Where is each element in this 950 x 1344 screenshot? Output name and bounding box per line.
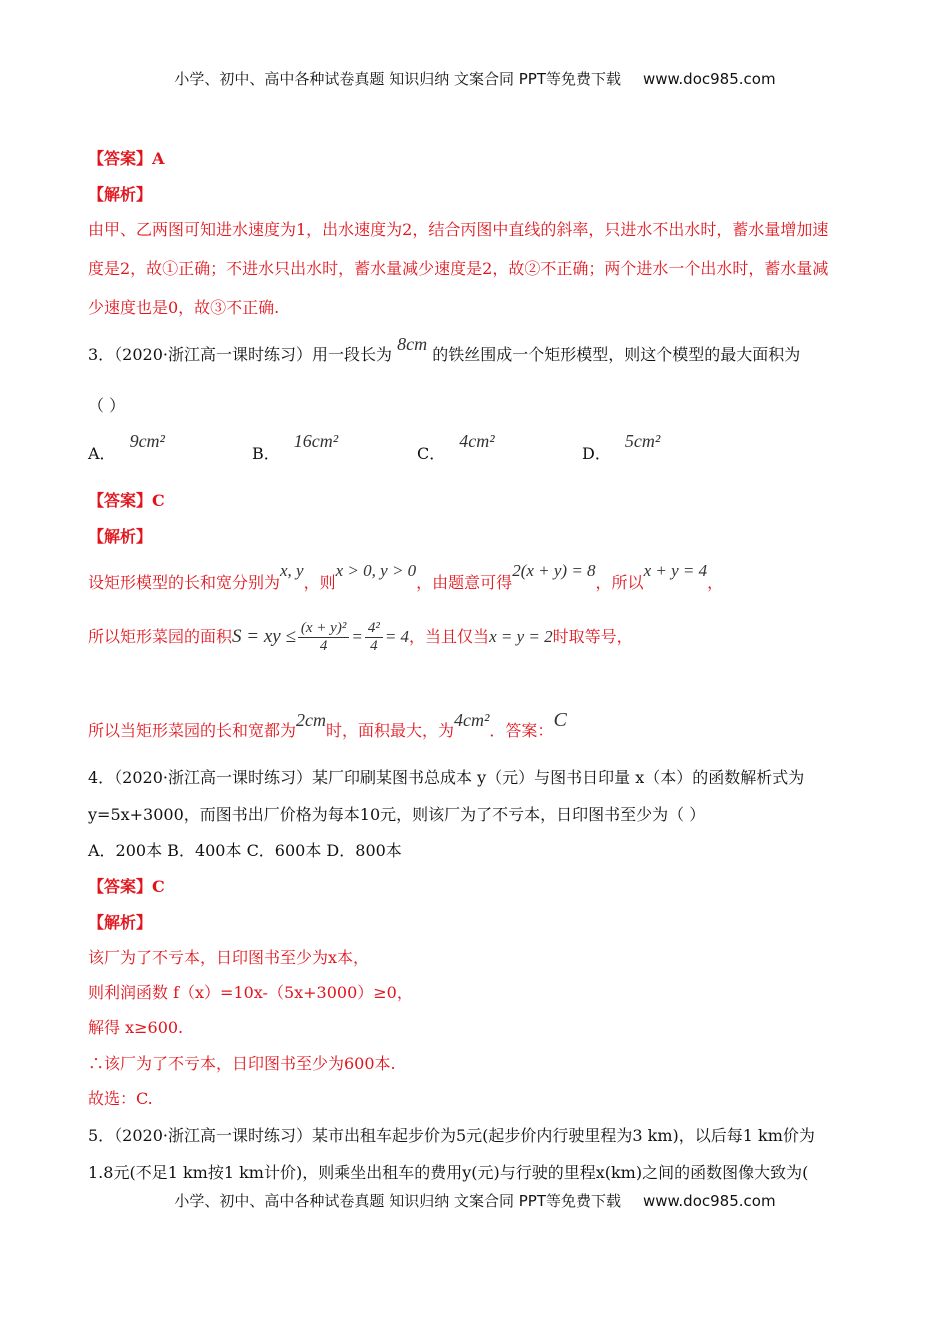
q3-s2-res: = 4: [384, 627, 410, 646]
q2-explanation-1: 由甲、乙两图可知进水速度为1，出水速度为2，结合丙图中直线的斜率，只进水不出水时，蓄水量增加速: [88, 220, 829, 239]
q3-s2-a: 所以矩形菜园的面积: [88, 627, 233, 646]
q4-stem-1: 4．（2020·浙江高一课时练习）某厂印刷某图书总成本 y（元）与图书日印量 x（本）的函数解析式为: [88, 768, 805, 787]
q4-analysis-label: 【解析】: [88, 913, 153, 932]
q3-s1-d: ，所以: [595, 573, 644, 592]
q3-fraction-1: [298, 620, 349, 655]
q3-solution-1: [88, 561, 724, 593]
q3-option-c-label: C．: [417, 444, 446, 463]
q4-options: A．200本 B．400本 C．600本 D．800本: [88, 841, 402, 860]
q3-option-c: [417, 431, 495, 464]
q3-analysis-label: 【解析】: [88, 527, 153, 546]
q3-s2-eq: =: [351, 627, 363, 646]
q4-explanation-1: 该厂为了不亏本，日印图书至少为x本，: [88, 948, 370, 967]
q3-s3-a: 所以当矩形菜园的长和宽都为: [88, 721, 297, 740]
q3-option-b-label: B．: [252, 444, 280, 463]
header-site: www.doc985.com: [642, 70, 776, 88]
q3-s1-m3: 2(x + y) = 8: [512, 561, 596, 580]
q3-s3-b: 时，面积最大，为: [326, 721, 455, 740]
q3-s1-m4: x + y = 4: [643, 561, 708, 580]
q3-s1-a: 设矩形模型的长和宽分别为: [88, 573, 281, 592]
q2-explanation-3: 少速度也是0，故③不正确.: [88, 298, 280, 317]
q3-option-d-value: 5cm²: [624, 431, 661, 451]
q3-option-a-label: A．: [88, 444, 116, 463]
q3-option-b: [252, 431, 339, 464]
q2-explanation-2: 度是2，故①正确；不进水只出水时，蓄水量减少速度是2，故②不正确；两个进水一个出水时，蓄水量减: [88, 259, 829, 278]
q4-explanation-4: ∴该厂为了不亏本，日印图书至少为600本.: [88, 1054, 396, 1073]
q3-s2-b: ，当且仅当: [409, 627, 490, 646]
q3-stem-a: 3．（2020·浙江高一课时练习）用一段长为: [88, 345, 392, 364]
q3-frac2-den: 4: [370, 638, 378, 654]
q3-solution-2: [88, 620, 633, 655]
q2-answer: 【答案】A: [88, 149, 165, 168]
q5-stem-2: 1.8元(不足1 km按1 km计价)，则乘坐出租车的费用y(元)与行驶的里程x(km)之间的函数图像大致为(: [88, 1163, 809, 1182]
q3-s1-c: ，由题意可得: [416, 573, 513, 592]
q3-s2-c: 时取等号，: [552, 627, 633, 646]
page-header: [0, 68, 950, 89]
q4-stem-2: y=5x+3000，而图书出厂价格为每本10元，则该厂为了不亏本，日印图书至少为（ ）: [88, 805, 706, 824]
q3-s1-m2: x > 0, y > 0: [335, 561, 417, 580]
q3-s1-m1: x, y: [280, 561, 304, 580]
q3-frac2-num: 4²: [365, 620, 383, 638]
q3-option-d: [582, 431, 661, 464]
q3-fraction-2: [365, 620, 383, 655]
q5-stem-1: 5．（2020·浙江高一课时练习）某市出租车起步价为5元(起步价内行驶里程为3 km)，以后每1 km价为: [88, 1126, 815, 1145]
q3-option-d-label: D．: [582, 444, 611, 463]
q3-option-a: [88, 431, 165, 464]
q3-length: 8cm: [397, 334, 428, 354]
footer-text: 小学、初中、高中各种试卷真题 知识归纳 文案合同 PPT等免费下载: [174, 1192, 621, 1210]
q3-s3-m1: 2cm: [296, 710, 327, 730]
q3-stem: [88, 334, 801, 365]
q3-answer: 【答案】C: [88, 491, 165, 510]
footer-site: www.doc985.com: [642, 1192, 776, 1210]
q3-frac1-num: (x + y)²: [298, 620, 349, 638]
q3-s3-m3: C: [553, 709, 567, 731]
q3-s2-m2: x = y = 2: [489, 627, 553, 646]
q3-s1-b: ，则: [303, 573, 336, 592]
q3-option-b-value: 16cm²: [293, 431, 339, 451]
q4-explanation-5: 故选：C.: [88, 1089, 153, 1108]
q4-explanation-2: 则利润函数 f（x）=10x-（5x+3000）≥0，: [88, 983, 413, 1002]
q3-option-c-value: 4cm²: [459, 431, 495, 451]
q3-s3-m2: 4cm²: [454, 710, 490, 730]
q3-s2-m1: S = xy ≤: [232, 626, 296, 647]
q3-stem-b: 的铁丝围成一个矩形模型，则这个模型的最大面积为: [432, 345, 801, 364]
q3-s3-c: ．答案：: [489, 721, 554, 740]
page-footer: [0, 1190, 950, 1211]
q4-explanation-3: 解得 x≥600.: [88, 1018, 184, 1037]
header-text: 小学、初中、高中各种试卷真题 知识归纳 文案合同 PPT等免费下载: [174, 70, 621, 88]
q3-solution-3: [88, 709, 567, 742]
q2-analysis-label: 【解析】: [88, 185, 153, 204]
q3-s1-e: ，: [707, 573, 724, 592]
q4-answer: 【答案】C: [88, 877, 165, 896]
q3-paren: （ ）: [88, 396, 126, 415]
q3-option-a-value: 9cm²: [129, 431, 165, 451]
q3-frac1-den: 4: [319, 638, 328, 654]
